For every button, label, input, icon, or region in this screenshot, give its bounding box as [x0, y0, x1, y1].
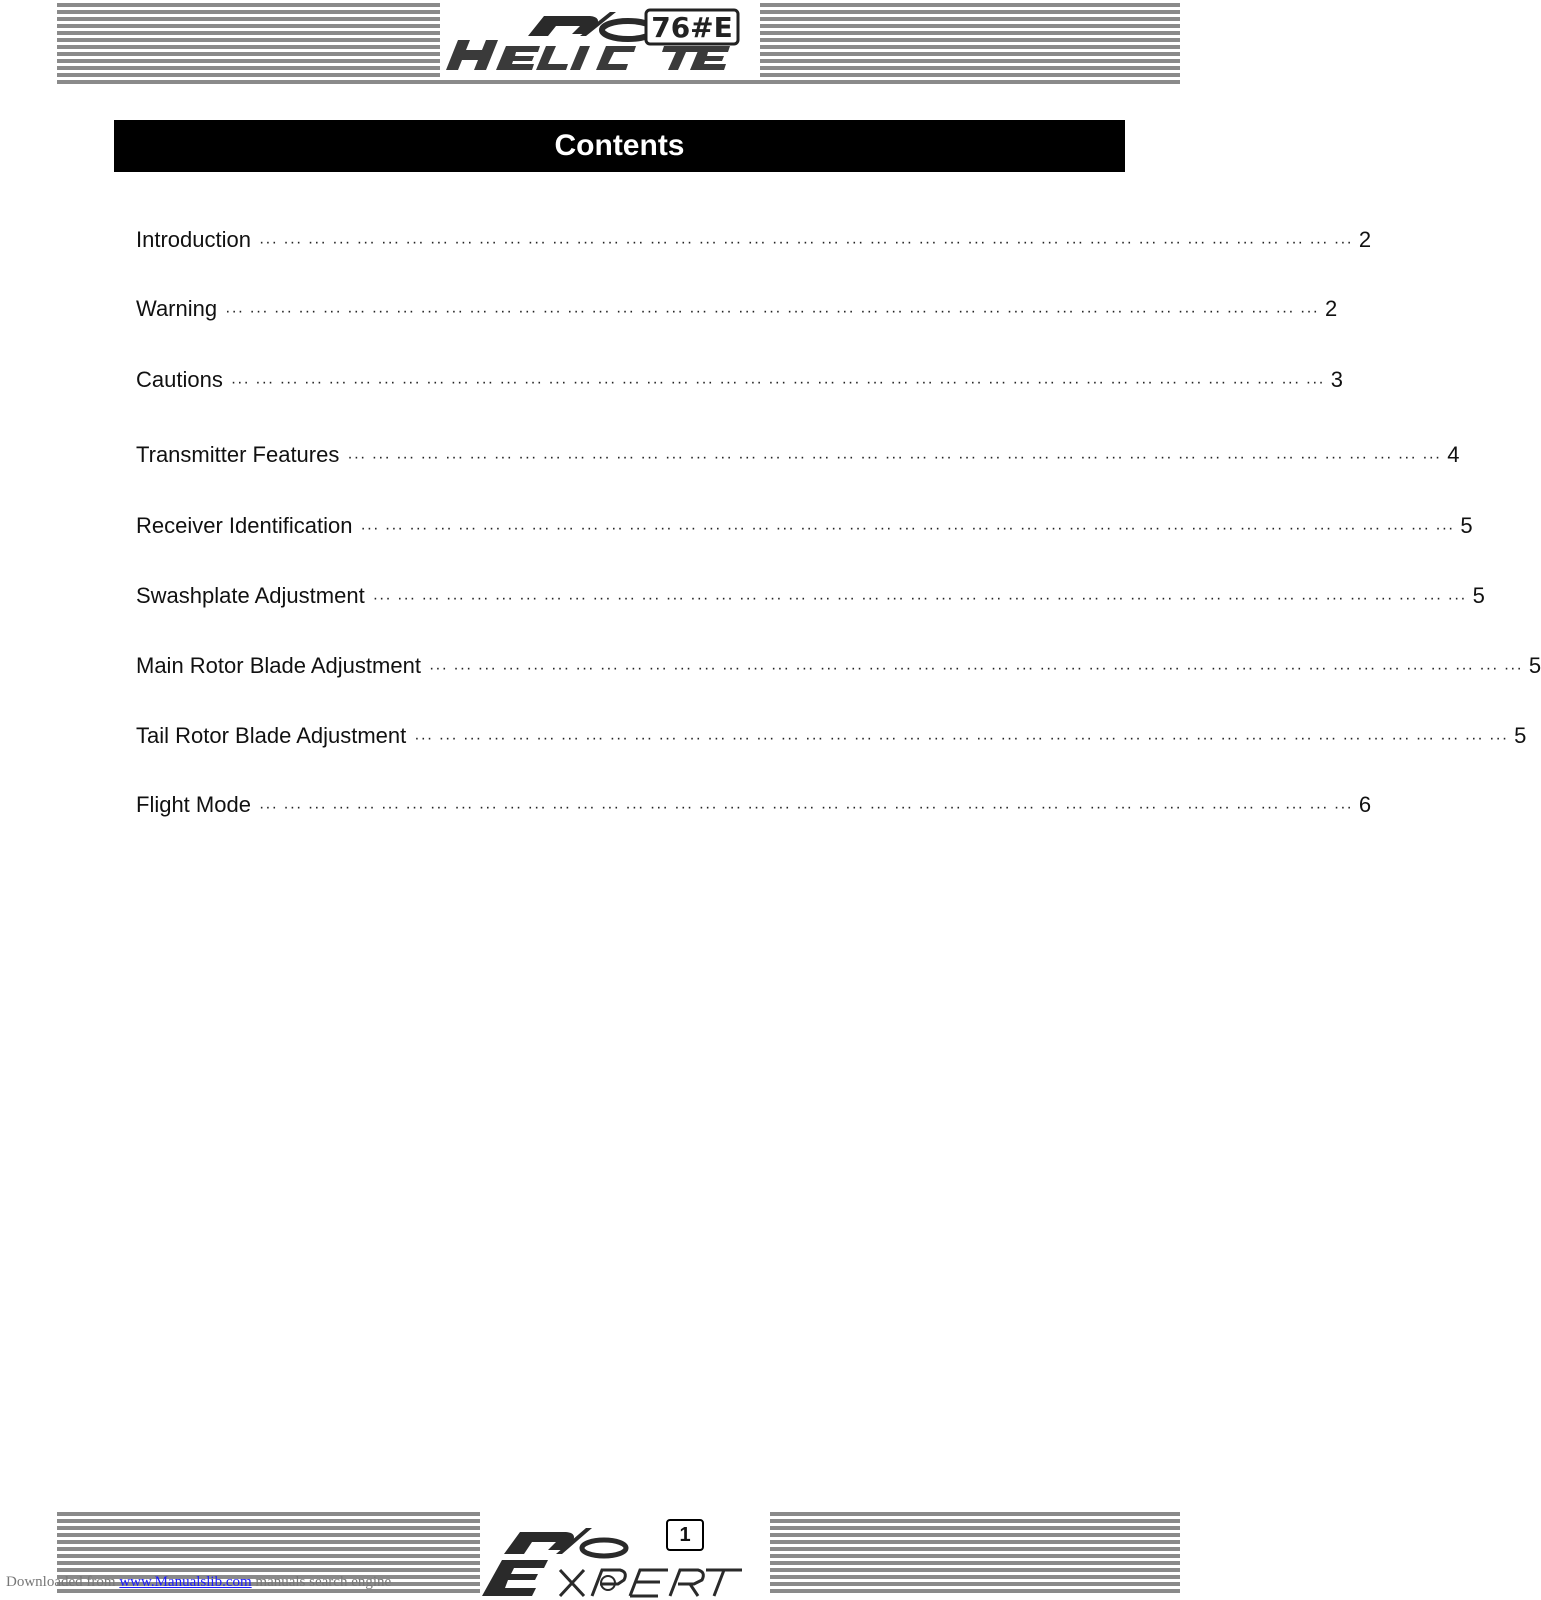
- toc-entry-page: 6: [1358, 792, 1372, 817]
- toc-entry[interactable]: [136, 582, 1485, 613]
- toc-entry-page: 4: [1447, 442, 1460, 467]
- toc-entry[interactable]: [136, 441, 1460, 472]
- toc-dot-leader: ··· ··· ··· ··· ··· ··· ··· ··· ··· ··· ··· ··· ··· ··· ··· ··· ··· ··· ··· ··· ··· ··· ··· ··· ··· ··· ··· ··· ··· ··· ··· ··· ··· ··· ··· ··· ··· ··· ··· ··· ··· ··· ··· ··· ···: [347, 449, 1442, 466]
- download-note: Downloaded from www.Manualslib.com manuals search engine: [6, 1574, 392, 1590]
- toc-entry-label: Swashplate Adjustment: [136, 583, 365, 608]
- toc-dot-leader: ··· ··· ··· ··· ··· ··· ··· ··· ··· ··· ··· ··· ··· ··· ··· ··· ··· ··· ··· ··· ··· ··· ··· ··· ··· ··· ··· ··· ··· ··· ··· ··· ··· ··· ··· ··· ··· ··· ··· ··· ··· ··· ··· ··· ···: [225, 303, 1319, 320]
- toc-entry-page: 2: [1325, 296, 1338, 321]
- toc-entry-label: Cautions: [136, 367, 223, 392]
- helicopter-logo: [440, 0, 760, 78]
- toc-dot-leader: ··· ··· ··· ··· ··· ··· ··· ··· ··· ··· ··· ··· ··· ··· ··· ··· ··· ··· ··· ··· ··· ··· ··· ··· ··· ··· ··· ··· ··· ··· ··· ··· ··· ··· ··· ··· ··· ··· ··· ··· ··· ··· ··· ··· ···: [428, 660, 1523, 677]
- toc-entry-label: Flight Mode: [136, 792, 251, 817]
- manualslib-link[interactable]: www.Manualslib.com: [119, 1574, 252, 1590]
- toc-entry-page: 5: [1472, 583, 1485, 608]
- toc-entry-page: 3: [1330, 367, 1343, 392]
- contents-header: [114, 120, 1125, 172]
- toc-entry-page: 5: [1460, 513, 1473, 538]
- toc-entry-label: Main Rotor Blade Adjustment: [136, 653, 421, 678]
- expert-logo: [480, 1510, 770, 1600]
- toc-entry-page: 5: [1528, 653, 1541, 678]
- toc-entry[interactable]: [136, 652, 1541, 683]
- toc-entry-label: Transmitter Features: [136, 442, 340, 467]
- svg-text:76#E: 76#E: [651, 11, 733, 44]
- page-title: Contents: [554, 129, 685, 162]
- toc-entry-label: Tail Rotor Blade Adjustment: [136, 723, 407, 748]
- toc-entry-label: Receiver Identification: [136, 513, 353, 538]
- toc-dot-leader: ··· ··· ··· ··· ··· ··· ··· ··· ··· ··· ··· ··· ··· ··· ··· ··· ··· ··· ··· ··· ··· ··· ··· ··· ··· ··· ··· ··· ··· ··· ··· ··· ··· ··· ··· ··· ··· ··· ··· ··· ··· ··· ··· ··· ···: [360, 520, 1455, 537]
- page-number: 1: [666, 1519, 704, 1551]
- toc-dot-leader: ··· ··· ··· ··· ··· ··· ··· ··· ··· ··· ··· ··· ··· ··· ··· ··· ··· ··· ··· ··· ··· ··· ··· ··· ··· ··· ··· ··· ··· ··· ··· ··· ··· ··· ··· ··· ··· ··· ··· ··· ··· ··· ··· ··· ···: [230, 374, 1325, 391]
- toc-entry[interactable]: [136, 722, 1527, 753]
- toc-entry[interactable]: [136, 226, 1372, 257]
- toc-dot-leader: ··· ··· ··· ··· ··· ··· ··· ··· ··· ··· ··· ··· ··· ··· ··· ··· ··· ··· ··· ··· ··· ··· ··· ··· ··· ··· ··· ··· ··· ··· ··· ··· ··· ··· ··· ··· ··· ··· ··· ··· ··· ··· ··· ··· ···: [414, 730, 1509, 747]
- toc-entry-label: Introduction: [136, 227, 251, 252]
- toc-entry-page: 2: [1358, 227, 1372, 252]
- toc-entry[interactable]: [136, 791, 1372, 822]
- toc-entry-label: Warning: [136, 296, 218, 321]
- toc-entry[interactable]: [136, 512, 1473, 543]
- toc-entry-page: 5: [1514, 723, 1527, 748]
- toc-entry[interactable]: [136, 295, 1338, 326]
- toc-dot-leader: ··· ··· ··· ··· ··· ··· ··· ··· ··· ··· ··· ··· ··· ··· ··· ··· ··· ··· ··· ··· ··· ··· ··· ··· ··· ··· ··· ··· ··· ··· ··· ··· ··· ··· ··· ··· ··· ··· ··· ··· ··· ··· ··· ··· ···: [372, 590, 1467, 607]
- toc-dot-leader: ··· ··· ··· ··· ··· ··· ··· ··· ··· ··· ··· ··· ··· ··· ··· ··· ··· ··· ··· ··· ··· ··· ··· ··· ··· ··· ··· ··· ··· ··· ··· ··· ··· ··· ··· ··· ··· ··· ··· ··· ··· ··· ··· ··· ···: [258, 799, 1353, 816]
- toc-dot-leader: ··· ··· ··· ··· ··· ··· ··· ··· ··· ··· ··· ··· ··· ··· ··· ··· ··· ··· ··· ··· ··· ··· ··· ··· ··· ··· ··· ··· ··· ··· ··· ··· ··· ··· ··· ··· ··· ··· ··· ··· ··· ··· ··· ··· ···: [258, 234, 1353, 251]
- toc-entry[interactable]: [136, 366, 1343, 397]
